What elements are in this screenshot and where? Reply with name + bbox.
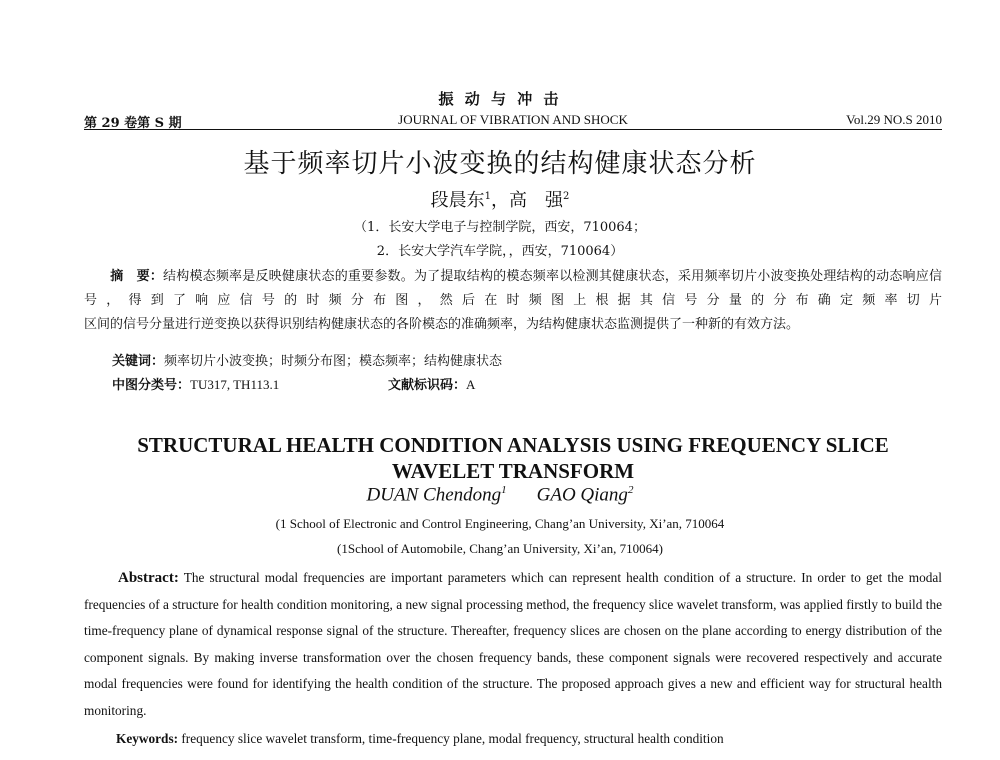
abstract-cn-block-2 bbox=[84, 313, 942, 337]
abstract-text-en: The structural modal frequencies are important parameters which can represent health condition of a structure. In order to get the modal frequencies of a structure for health condition monitoring, a new signal processing method, the frequency slice wavelet transform, was applied firstly to build the time-frequency plane of dynamical response signal of the structure. Thereafter, frequency slices are chosen on the plane according to energy distribution of the component signals. By making inverse transformation over the chosen frequency bands, these component signals were recovered respectively and accurate modal frequencies were found for identifying the health condition of the structure. The proposed approach gives a new and efficient way for structural health monitoring. bbox=[84, 570, 942, 718]
keywords-label-en: Keywords: bbox=[116, 731, 179, 746]
volume-en: Vol.29 NO.S 2010 bbox=[846, 112, 942, 127]
affiliation-1-en: (1 School of Electronic and Control Engineering, Chang’an University, Xi’an, 710064 bbox=[275, 516, 725, 531]
header-rule bbox=[84, 129, 942, 130]
author-1-sup-cn: 1 bbox=[484, 191, 491, 202]
abstract-cn-block-1 bbox=[84, 265, 942, 313]
clc-value: TU317, TH113.1 bbox=[190, 377, 280, 392]
paper-title-cn: 基于频率切片小波变换的结构健康状态分析 bbox=[243, 149, 757, 179]
authors-en bbox=[0, 484, 1000, 506]
doc-code-label: 文献标识码： bbox=[388, 378, 467, 393]
affiliation-2-cn: 2．长安大学汽车学院，，西安，710064） bbox=[376, 244, 624, 259]
author-2-sup-en: 2 bbox=[627, 484, 634, 496]
author-2-cn: 高 强 bbox=[509, 190, 563, 211]
clc-label: 中图分类号： bbox=[112, 378, 191, 393]
keywords-text-cn: 频率切片小波变换；时频分布图；模态频率；结构健康状态 bbox=[164, 354, 503, 369]
keywords-label-cn: 关键词： bbox=[112, 354, 165, 369]
author-separator-cn: ， bbox=[491, 190, 509, 211]
abstract-label-en: Abstract: bbox=[118, 570, 179, 586]
author-2-sup-cn: 2 bbox=[563, 191, 570, 202]
abstract-en bbox=[84, 565, 942, 724]
abstract-text-cn-1: 结构模态频率是反映健康状态的重要参数。为了提取结构的模态频率以检测其健康状态，采用频率切片小波变换处理结构的动态响应信号，得到了响应信号的时频分布图，然后在时频图上根据其信号分量的分布确定频率切片 bbox=[84, 269, 942, 308]
journal-name-cn: 振 动 与 冲 击 bbox=[438, 90, 562, 108]
affiliation-2-en: (1School of Automobile, Chang’an University, Xi’an, 710064) bbox=[337, 541, 663, 556]
affiliation-1-cn: （1．长安大学电子与控制学院，西安，710064； bbox=[354, 220, 646, 235]
keywords-cn bbox=[112, 350, 502, 369]
author-1-sup-en: 1 bbox=[501, 484, 507, 496]
keywords-text-en: frequency slice wavelet transform, time-frequency plane, modal frequency, structural health condition bbox=[181, 731, 724, 746]
doc-code-value: A bbox=[466, 377, 476, 392]
issue-cn: 第 29 卷第 S 期 bbox=[84, 116, 182, 131]
classification-row bbox=[112, 374, 812, 393]
author-1-en: DUAN Chendong bbox=[366, 484, 502, 506]
keywords-en bbox=[116, 731, 724, 747]
author-2-en: GAO Qiang bbox=[536, 484, 628, 506]
author-1-cn: 段晨东 bbox=[430, 190, 485, 211]
journal-name-en: JOURNAL OF VIBRATION AND SHOCK bbox=[398, 112, 628, 127]
paper-title-en: STRUCTURAL HEALTH CONDITION ANALYSIS USING FREQUENCY SLICE WAVELET TRANSFORM bbox=[137, 433, 889, 483]
abstract-text-cn-2: 区间的信号分量进行逆变换以获得识别结构健康状态的各阶模态的准确频率，为结构健康状态监测提供了一种新的有效方法。 bbox=[84, 317, 800, 332]
abstract-label-cn: 摘 要： bbox=[110, 269, 164, 284]
authors-cn bbox=[0, 186, 1000, 212]
